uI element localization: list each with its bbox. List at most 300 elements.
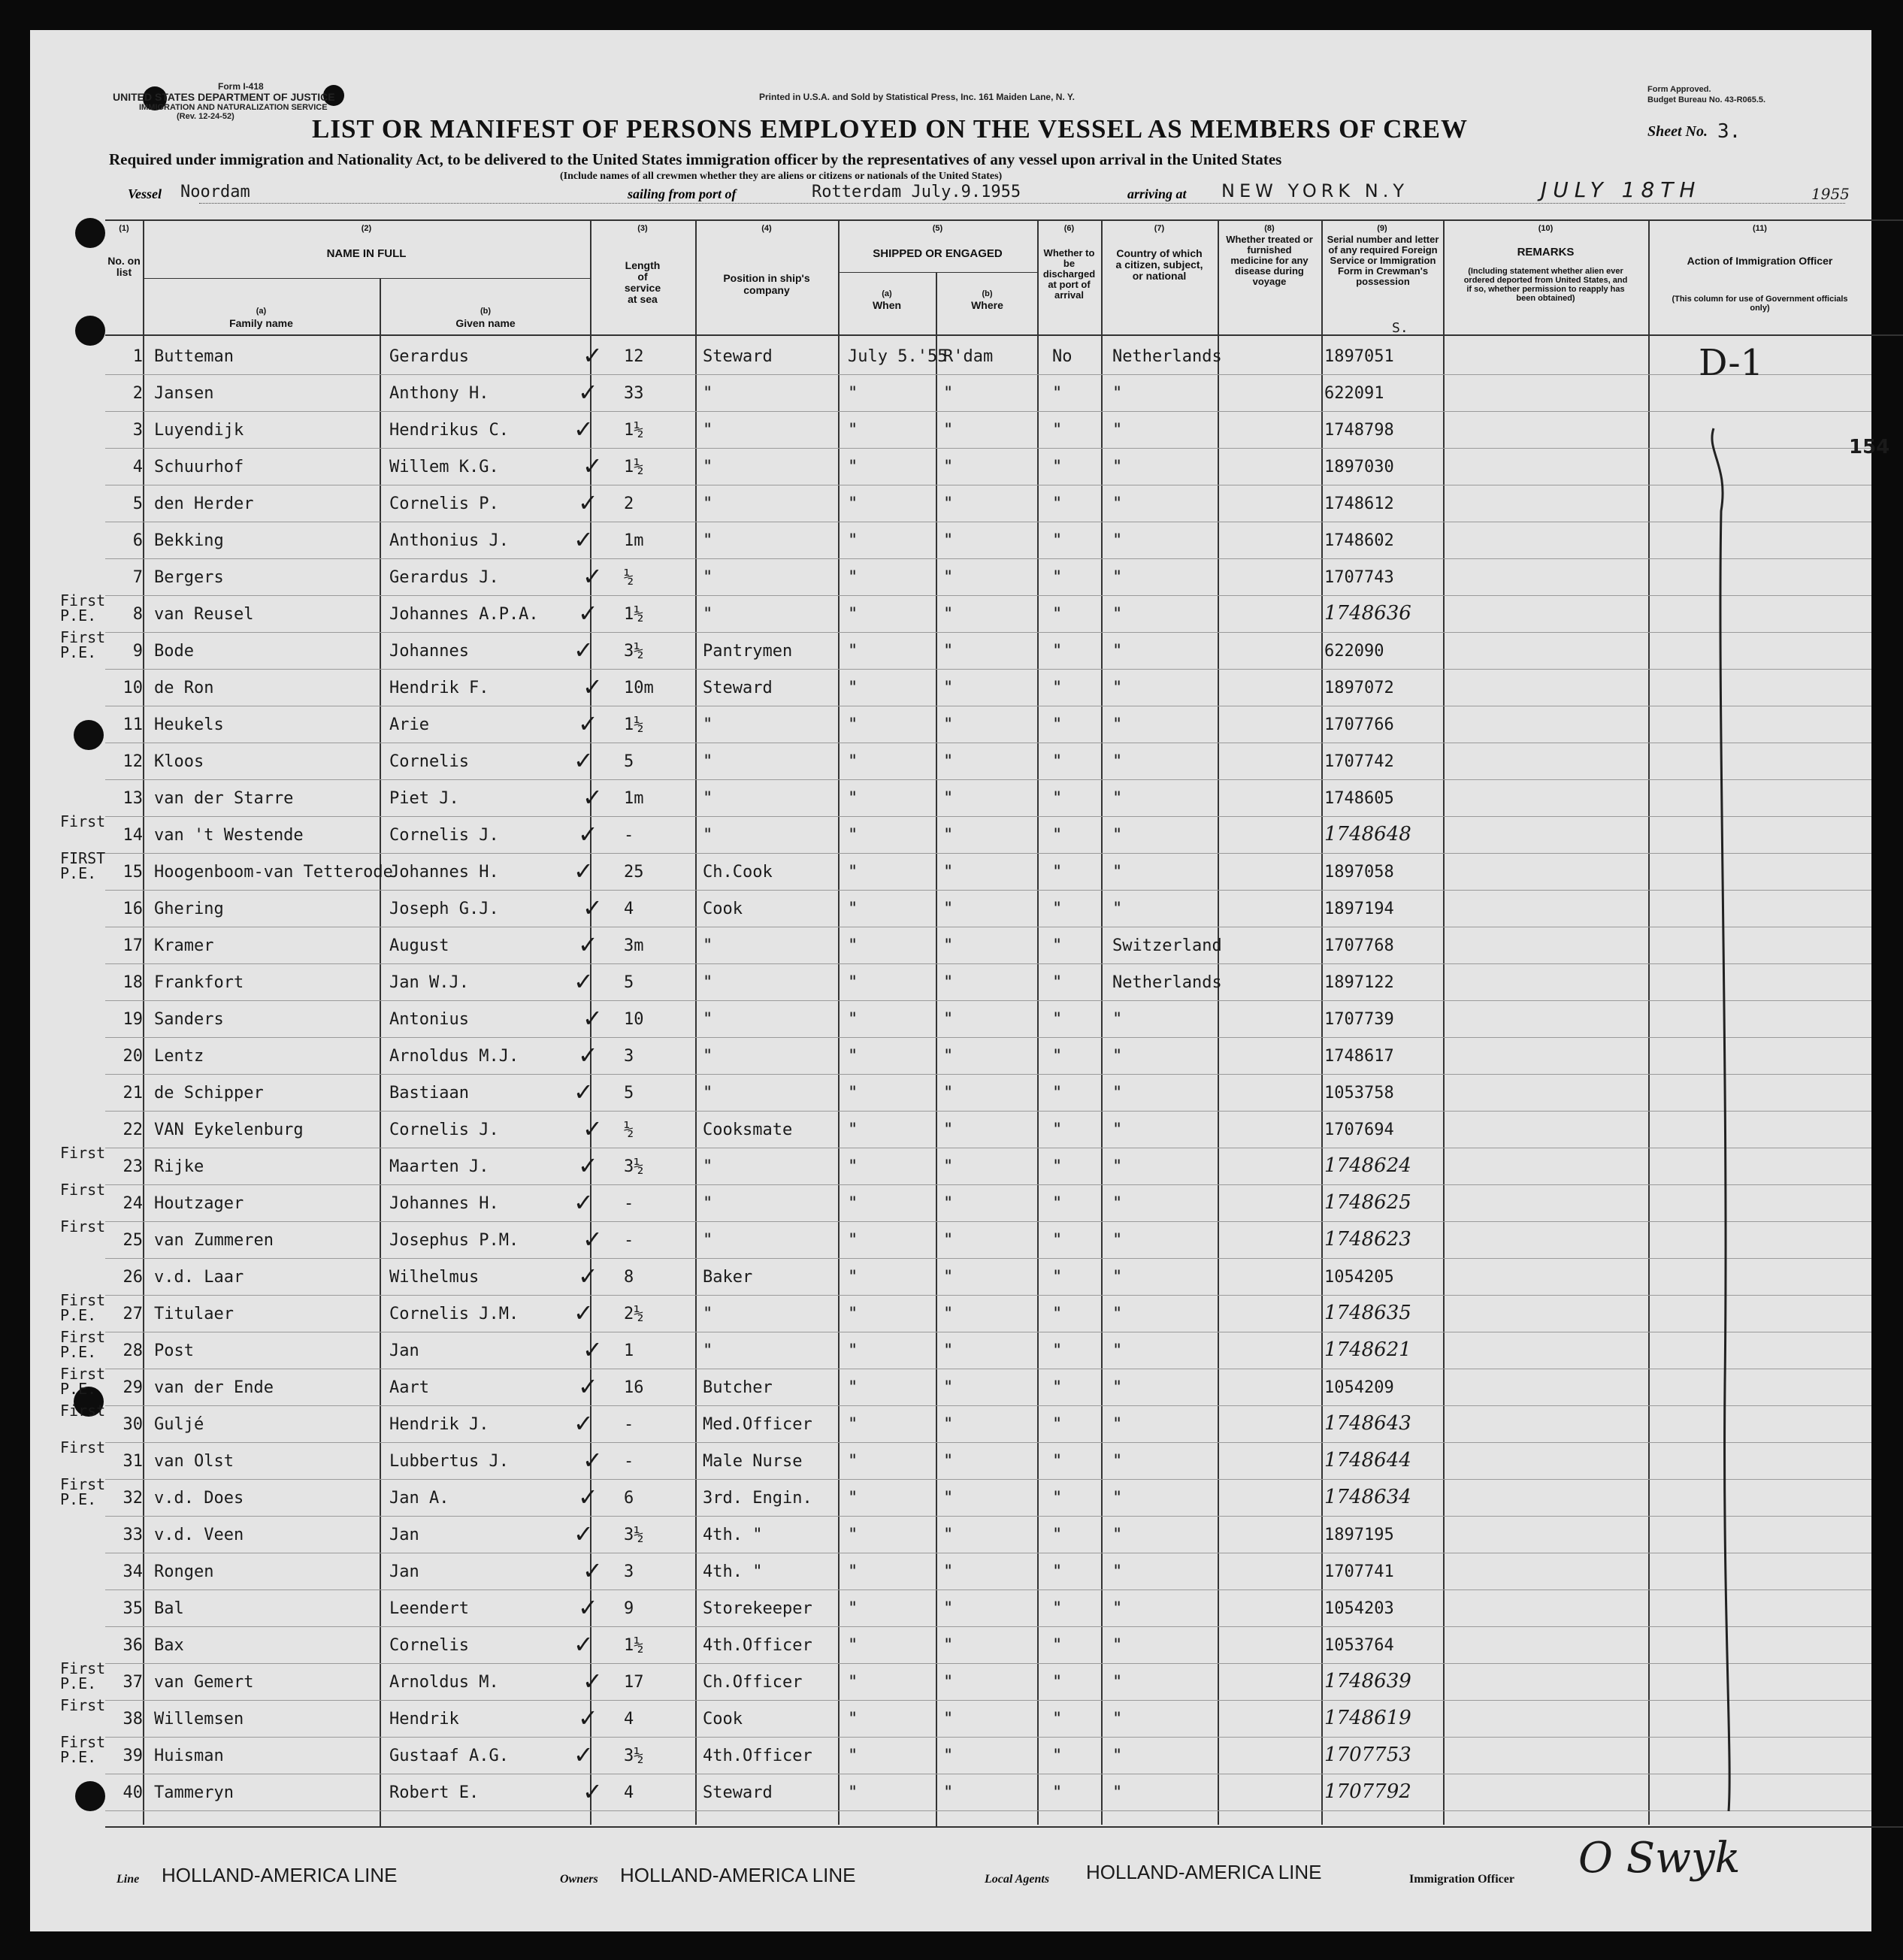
cell-country: " xyxy=(1112,1268,1123,1287)
check-mark-icon: ✓ xyxy=(582,1777,603,1806)
line-value: HOLLAND-AMERICA LINE xyxy=(162,1864,398,1886)
cell-no: 20 xyxy=(123,1047,143,1066)
cell-position: Butcher xyxy=(703,1378,773,1397)
cell-service: 6 xyxy=(624,1489,634,1508)
cell-given: Hendrik F. xyxy=(389,679,489,697)
cell-where: " xyxy=(943,1636,954,1655)
table-row xyxy=(30,1181,1871,1222)
cell-when: " xyxy=(848,1673,858,1692)
cell-serial: 1748619 xyxy=(1324,1707,1411,1729)
cell-no: 4 xyxy=(132,458,143,476)
cell-serial: 1897058 xyxy=(1324,863,1394,882)
cell-no: 12 xyxy=(123,752,143,771)
check-mark-icon: ✓ xyxy=(573,1741,594,1769)
cell-where: " xyxy=(943,900,954,918)
cell-family: VAN Eykelenburg xyxy=(154,1121,304,1139)
cell-position: " xyxy=(703,1157,713,1176)
cell-position: Pantrymen xyxy=(703,642,793,661)
cell-where: " xyxy=(943,1673,954,1692)
cell-position: " xyxy=(703,1231,713,1250)
check-mark-icon: ✓ xyxy=(573,1630,594,1659)
cell-no: 15 xyxy=(123,863,143,882)
cell-no: 5 xyxy=(132,495,143,513)
cell-serial: 1748624 xyxy=(1324,1154,1411,1177)
cell-family: Bekking xyxy=(154,531,224,550)
cell-service: 25 xyxy=(624,863,644,882)
cell-position: " xyxy=(703,421,713,440)
cell-given: Hendrik J. xyxy=(389,1415,489,1434)
cell-given: Gerardus xyxy=(389,347,469,366)
cell-given: Gerardus J. xyxy=(389,568,499,587)
cell-service: 3½ xyxy=(624,1526,644,1544)
first-voyage-note: First P.E. xyxy=(60,1291,106,1324)
cell-discharge: " xyxy=(1052,384,1063,403)
cell-service: 3m xyxy=(624,936,644,955)
cell-serial: 1748643 xyxy=(1324,1412,1411,1435)
cell-service: 3½ xyxy=(624,1157,644,1176)
cell-service: 17 xyxy=(624,1673,644,1692)
sheet-number: 3. xyxy=(1717,120,1741,143)
cell-where: " xyxy=(943,1231,954,1250)
cell-when: " xyxy=(848,1194,858,1213)
cell-when: " xyxy=(848,1599,858,1618)
col5a-header: When xyxy=(872,299,902,311)
cell-family: Rijke xyxy=(154,1157,204,1176)
check-mark-icon: ✓ xyxy=(582,783,603,812)
cell-service: 5 xyxy=(624,973,634,992)
cell-given: Arnoldus M. xyxy=(389,1673,499,1692)
cell-when: " xyxy=(848,531,858,550)
cell-no: 8 xyxy=(132,605,143,624)
cell-serial: 1054203 xyxy=(1324,1599,1394,1618)
col6-number: (6) xyxy=(1063,224,1075,233)
cell-country: " xyxy=(1112,1599,1123,1618)
check-mark-icon: ✓ xyxy=(578,709,598,738)
cell-service: - xyxy=(624,1452,634,1471)
col10-header: REMARKS xyxy=(1517,246,1575,259)
cell-no: 31 xyxy=(123,1452,143,1471)
cell-no: 25 xyxy=(123,1231,143,1250)
cell-position: " xyxy=(703,495,713,513)
cell-given: Joseph G.J. xyxy=(389,900,499,918)
col5b-header: Where xyxy=(971,299,1003,311)
cell-service: 2 xyxy=(624,495,634,513)
cell-no: 27 xyxy=(123,1305,143,1323)
table-row xyxy=(30,812,1871,854)
cell-service: 2½ xyxy=(624,1305,644,1323)
cell-serial: 1707766 xyxy=(1324,715,1394,734)
cell-position: 4th. " xyxy=(703,1526,763,1544)
col10-number: (10) xyxy=(1538,224,1554,233)
table-row xyxy=(30,1733,1871,1774)
table-row xyxy=(30,1517,1871,1553)
cell-given: Jan W.J. xyxy=(389,973,469,992)
cell-no: 2 xyxy=(132,384,143,403)
cell-country: " xyxy=(1112,1415,1123,1434)
cell-serial: 1748623 xyxy=(1324,1228,1411,1251)
cell-where: " xyxy=(943,568,954,587)
cell-discharge: " xyxy=(1052,1010,1063,1029)
cell-serial: 1053758 xyxy=(1324,1084,1394,1102)
cell-country: " xyxy=(1112,1231,1123,1250)
cell-country: " xyxy=(1112,1341,1123,1360)
cell-when: " xyxy=(848,936,858,955)
cell-when: " xyxy=(848,1562,858,1581)
cell-family: de Ron xyxy=(154,679,214,697)
cell-serial: 1707742 xyxy=(1324,752,1394,771)
cell-where: " xyxy=(943,1526,954,1544)
first-voyage-note: First xyxy=(60,1402,106,1420)
cell-no: 7 xyxy=(132,568,143,587)
cell-country: " xyxy=(1112,1047,1123,1066)
col8-number: (8) xyxy=(1264,224,1275,233)
cell-where: " xyxy=(943,384,954,403)
check-mark-icon: ✓ xyxy=(573,857,594,885)
cell-when: " xyxy=(848,1415,858,1434)
cell-service: - xyxy=(624,1231,634,1250)
bracket-line xyxy=(1699,406,1759,1819)
table-row xyxy=(30,485,1871,522)
table-row xyxy=(30,1402,1871,1443)
cell-when: " xyxy=(848,900,858,918)
cell-given: Aart xyxy=(389,1378,429,1397)
check-mark-icon: ✓ xyxy=(582,1004,603,1033)
cell-position: " xyxy=(703,458,713,476)
first-voyage-note: First xyxy=(60,1217,106,1236)
cell-position: Ch.Officer xyxy=(703,1673,803,1692)
cell-family: Luyendijk xyxy=(154,421,244,440)
cell-given: Arie xyxy=(389,715,429,734)
cell-country: " xyxy=(1112,531,1123,550)
cell-serial: 1707768 xyxy=(1324,936,1394,955)
cell-given: Lubbertus J. xyxy=(389,1452,509,1471)
first-voyage-note: First P.E. xyxy=(60,628,106,661)
table-row xyxy=(30,1774,1871,1811)
cell-family: de Schipper xyxy=(154,1084,264,1102)
cell-serial: 1748636 xyxy=(1324,602,1411,625)
cell-service: 1½ xyxy=(624,1636,644,1655)
table-row xyxy=(30,338,1871,375)
cell-family: Schuurhof xyxy=(154,458,244,476)
cell-family: Kramer xyxy=(154,936,214,955)
cell-when: " xyxy=(848,1305,858,1323)
cell-where: " xyxy=(943,1157,954,1176)
cell-discharge: " xyxy=(1052,568,1063,587)
col9-number: (9) xyxy=(1377,224,1387,233)
first-voyage-note: First P.E. xyxy=(60,1659,106,1692)
cell-country: " xyxy=(1112,1747,1123,1765)
table-row xyxy=(30,891,1871,927)
department: UNITED STATES DEPARTMENT OF JUSTICE xyxy=(113,91,335,103)
cell-country: " xyxy=(1112,1010,1123,1029)
table-row xyxy=(30,849,1871,891)
cell-service: 3 xyxy=(624,1047,634,1066)
cell-discharge: " xyxy=(1052,1378,1063,1397)
cell-no: 16 xyxy=(123,900,143,918)
cell-discharge: " xyxy=(1052,1783,1063,1802)
col11-header: Action of Immigration Officer xyxy=(1687,255,1833,267)
table-row xyxy=(30,1291,1871,1332)
cell-serial: 622090 xyxy=(1324,642,1384,661)
cell-family: Rongen xyxy=(154,1562,214,1581)
col1-number: (1) xyxy=(119,224,129,233)
cell-no: 18 xyxy=(123,973,143,992)
cell-when: " xyxy=(848,1783,858,1802)
cell-where: R'dam xyxy=(943,347,994,366)
cell-serial: 1748798 xyxy=(1324,421,1394,440)
cell-when: " xyxy=(848,863,858,882)
cell-position: " xyxy=(703,1305,713,1323)
cell-when: " xyxy=(848,1636,858,1655)
table-row xyxy=(30,743,1871,780)
check-mark-icon: ✓ xyxy=(578,1483,598,1511)
cell-country: " xyxy=(1112,1526,1123,1544)
check-mark-icon: ✓ xyxy=(582,673,603,701)
cell-discharge: " xyxy=(1052,605,1063,624)
cell-discharge: " xyxy=(1052,936,1063,955)
cell-family: van Gemert xyxy=(154,1673,254,1692)
cell-when: " xyxy=(848,642,858,661)
cell-given: Bastiaan xyxy=(389,1084,469,1102)
cell-service: 16 xyxy=(624,1378,644,1397)
cell-serial: 1897051 xyxy=(1324,347,1394,366)
cell-country: " xyxy=(1112,1636,1123,1655)
cell-given: Cornelis J.M. xyxy=(389,1305,519,1323)
cell-position: " xyxy=(703,1047,713,1066)
check-mark-icon: ✓ xyxy=(582,1335,603,1364)
cell-service: 1m xyxy=(624,789,644,808)
cell-country: " xyxy=(1112,1194,1123,1213)
cell-given: August xyxy=(389,936,449,955)
cell-country: " xyxy=(1112,1157,1123,1176)
col5-number: (5) xyxy=(932,224,943,233)
vessel-name: Noordam xyxy=(180,183,250,201)
cell-family: Hoogenboom-van Tetterode xyxy=(154,863,393,882)
cell-service: 1½ xyxy=(624,715,644,734)
cell-family: van Zummeren xyxy=(154,1231,274,1250)
cell-serial: 1897072 xyxy=(1324,679,1394,697)
cell-discharge: " xyxy=(1052,1341,1063,1360)
cell-country: " xyxy=(1112,1783,1123,1802)
cell-family: Post xyxy=(154,1341,194,1360)
cell-service: 10m xyxy=(624,679,654,697)
cell-where: " xyxy=(943,1599,954,1618)
cell-given: Antonius xyxy=(389,1010,469,1029)
cell-when: " xyxy=(848,1747,858,1765)
cell-position: Storekeeper xyxy=(703,1599,812,1618)
cell-where: " xyxy=(943,495,954,513)
cell-country: " xyxy=(1112,642,1123,661)
cell-no: 22 xyxy=(123,1121,143,1139)
cell-given: Gustaaf A.G. xyxy=(389,1747,509,1765)
cell-given: Arnoldus M.J. xyxy=(389,1047,519,1066)
cell-discharge: " xyxy=(1052,421,1063,440)
cell-where: " xyxy=(943,1121,954,1139)
cell-country: " xyxy=(1112,715,1123,734)
col8-header: Whether treated or furnished medicine for any disease during voyage xyxy=(1226,234,1313,287)
cell-position: Med.Officer xyxy=(703,1415,812,1434)
check-mark-icon: ✓ xyxy=(578,820,598,848)
vessel-label: Vessel xyxy=(128,186,162,201)
cell-service: 9 xyxy=(624,1599,634,1618)
cell-family: van der Starre xyxy=(154,789,294,808)
cell-where: " xyxy=(943,826,954,845)
cell-where: " xyxy=(943,1194,954,1213)
first-voyage-note: First P.E. xyxy=(60,1328,106,1361)
cell-discharge: " xyxy=(1052,1268,1063,1287)
cell-family: Ghering xyxy=(154,900,224,918)
cell-when: " xyxy=(848,1268,858,1287)
table-row xyxy=(30,780,1871,817)
cell-when: July 5.'55 xyxy=(848,347,948,366)
cell-service: 1½ xyxy=(624,605,644,624)
cell-no: 17 xyxy=(123,936,143,955)
table-row xyxy=(30,1259,1871,1296)
table-row xyxy=(30,1659,1871,1701)
cell-serial: 1748648 xyxy=(1324,823,1411,845)
table-row xyxy=(30,1144,1871,1185)
arrival-date: JULY 18TH xyxy=(1541,177,1702,202)
cell-no: 28 xyxy=(123,1341,143,1360)
check-mark-icon: ✓ xyxy=(573,636,594,664)
cell-service: 3½ xyxy=(624,642,644,661)
check-mark-icon: ✓ xyxy=(573,1078,594,1106)
cell-country: " xyxy=(1112,752,1123,771)
officer-signature: O Swyk xyxy=(1578,1834,1741,1883)
cell-country: " xyxy=(1112,568,1123,587)
cell-discharge: " xyxy=(1052,1636,1063,1655)
cell-position: Steward xyxy=(703,1783,773,1802)
cell-position: " xyxy=(703,384,713,403)
col4-header: Position in ship's company xyxy=(723,272,810,296)
table-row xyxy=(30,449,1871,485)
form-number: Form I-418 xyxy=(218,81,264,92)
first-voyage-note: First xyxy=(60,1696,106,1714)
cell-country: " xyxy=(1112,1673,1123,1692)
table-row xyxy=(30,927,1871,964)
col2a-header: Family name xyxy=(229,317,293,329)
cell-where: " xyxy=(943,1378,954,1397)
cell-where: " xyxy=(943,715,954,734)
table-row xyxy=(30,964,1871,1001)
cell-when: " xyxy=(848,421,858,440)
table-row xyxy=(30,1590,1871,1627)
cell-no: 9 xyxy=(132,642,143,661)
cell-family: van der Ende xyxy=(154,1378,274,1397)
cell-no: 36 xyxy=(123,1636,143,1655)
agents-label: Local Agents xyxy=(985,1873,1050,1886)
col5-header: SHIPPED OR ENGAGED xyxy=(873,247,1003,260)
cell-family: van 't Westende xyxy=(154,826,304,845)
cell-serial: 1748635 xyxy=(1324,1302,1411,1324)
table-row xyxy=(30,628,1871,670)
cell-given: Anthonius J. xyxy=(389,531,509,550)
cell-no: 1 xyxy=(132,347,143,366)
cell-family: v.d. Veen xyxy=(154,1526,244,1544)
cell-no: 26 xyxy=(123,1268,143,1287)
cell-discharge: " xyxy=(1052,900,1063,918)
check-mark-icon: ✓ xyxy=(573,1299,594,1327)
cell-family: Tammeryn xyxy=(154,1783,234,1802)
cell-serial: 1054209 xyxy=(1324,1378,1394,1397)
cell-where: " xyxy=(943,1783,954,1802)
cell-service: 10 xyxy=(624,1010,644,1029)
cell-family: Bode xyxy=(154,642,194,661)
cell-where: " xyxy=(943,752,954,771)
cell-no: 10 xyxy=(123,679,143,697)
table-row xyxy=(30,412,1871,449)
cell-discharge: " xyxy=(1052,531,1063,550)
cell-position: Male Nurse xyxy=(703,1452,803,1471)
check-mark-icon: ✓ xyxy=(582,452,603,480)
cell-given: Hendrik xyxy=(389,1710,459,1729)
form-revision: (Rev. 12-24-52) xyxy=(177,112,234,121)
cell-discharge: " xyxy=(1052,679,1063,697)
cell-no: 40 xyxy=(123,1783,143,1802)
cell-discharge: No xyxy=(1052,347,1073,366)
table-row xyxy=(30,1075,1871,1112)
cell-discharge: " xyxy=(1052,1121,1063,1139)
first-voyage-note: First P.E. xyxy=(60,1475,106,1508)
cell-position: Ch.Cook xyxy=(703,863,773,882)
cell-position: " xyxy=(703,605,713,624)
cell-country: " xyxy=(1112,1562,1123,1581)
cell-where: " xyxy=(943,642,954,661)
cell-where: " xyxy=(943,789,954,808)
cell-when: " xyxy=(848,1452,858,1471)
cell-serial: 1748634 xyxy=(1324,1486,1411,1508)
cell-where: " xyxy=(943,1084,954,1102)
cell-no: 39 xyxy=(123,1747,143,1765)
cell-where: " xyxy=(943,973,954,992)
cell-serial: 1897195 xyxy=(1324,1526,1394,1544)
cell-discharge: " xyxy=(1052,1231,1063,1250)
table-row xyxy=(30,1001,1871,1038)
col2a-letter: (a) xyxy=(256,307,267,316)
cell-service: ½ xyxy=(624,1121,634,1139)
cell-family: Kloos xyxy=(154,752,204,771)
arrival-port: NEW YORK N.Y xyxy=(1221,180,1408,201)
col2-number: (2) xyxy=(361,224,372,233)
cell-family: Guljé xyxy=(154,1415,204,1434)
cell-serial: 1897030 xyxy=(1324,458,1394,476)
check-mark-icon: ✓ xyxy=(578,1372,598,1401)
cell-serial: 1748625 xyxy=(1324,1191,1411,1214)
cell-serial: 1707741 xyxy=(1324,1562,1394,1581)
table-row xyxy=(30,706,1871,743)
requirement-text: Required under immigration and Nationality Act, to be delivered to the United States immigration officer by the representatives of any vessel upon arrival in the United States xyxy=(109,150,1282,168)
table-row xyxy=(30,1112,1871,1148)
cell-service: 4 xyxy=(624,1783,634,1802)
check-mark-icon: ✓ xyxy=(578,1593,598,1622)
cell-no: 3 xyxy=(132,421,143,440)
check-mark-icon: ✓ xyxy=(582,562,603,591)
cell-when: " xyxy=(848,1526,858,1544)
cell-no: 24 xyxy=(123,1194,143,1213)
cell-serial: 1707753 xyxy=(1324,1744,1411,1766)
cell-given: Jan xyxy=(389,1562,419,1581)
cell-no: 34 xyxy=(123,1562,143,1581)
cell-when: " xyxy=(848,1121,858,1139)
cell-no: 13 xyxy=(123,789,143,808)
line-label: Line xyxy=(116,1873,140,1886)
col4-number: (4) xyxy=(761,224,772,233)
cell-position: " xyxy=(703,752,713,771)
cell-where: " xyxy=(943,1747,954,1765)
cell-family: Frankfort xyxy=(154,973,244,992)
cell-serial: 1707694 xyxy=(1324,1121,1394,1139)
cell-when: " xyxy=(848,1710,858,1729)
